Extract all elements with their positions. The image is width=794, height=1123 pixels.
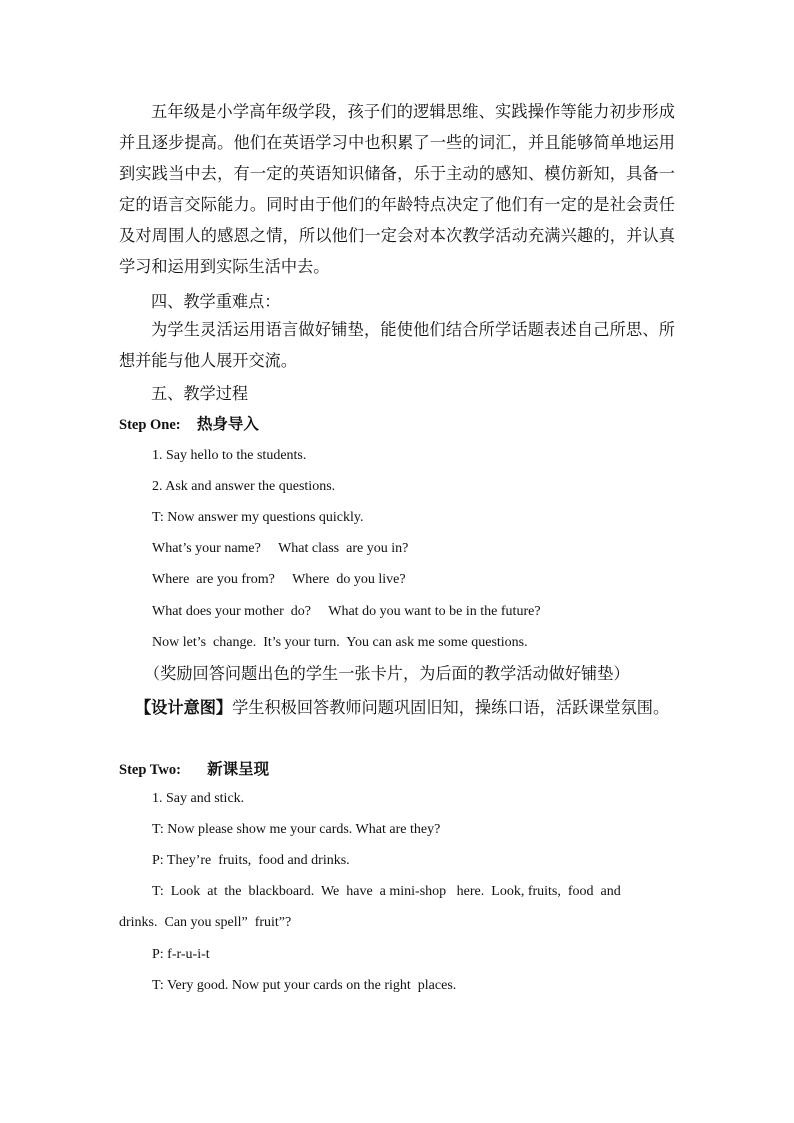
step-one-title: 热身导入 — [196, 415, 259, 433]
design-intent-text: 学生积极回答教师问题巩固旧知，操练口语，活跃课堂氛围。 — [232, 698, 670, 717]
step-one-line: 1. Say hello to the students. — [152, 448, 307, 463]
step-one-line: T: Now answer my questions quickly. — [152, 510, 364, 525]
section-4-heading: 四、教学重难点： — [151, 292, 281, 311]
step-one-label: Step One: — [119, 417, 181, 433]
step-two-line: 1. Say and stick. — [152, 791, 245, 806]
step-one-line: Now let’s change. It’s your turn. You can ask me some questions. — [152, 635, 528, 650]
step-two-label: Step Two: — [119, 762, 181, 778]
step-two-header — [119, 757, 269, 782]
step-two-title: 新课呈现 — [207, 760, 270, 778]
step-two-line: T: Very good. Now put your cards on the right places. — [152, 978, 457, 993]
step-two-line: P: f-r-u-i-t — [152, 947, 210, 962]
step-one-line: 2. Ask and answer the questions. — [152, 479, 336, 494]
step-one-header — [119, 412, 259, 437]
step-one-line: What’s your name? What class are you in? — [152, 541, 409, 556]
step-one-line: Where are you from? Where do you live? — [152, 572, 406, 587]
design-intent-label: 【设计意图】 — [135, 698, 233, 717]
reward-note: （奖励回答问题出色的学生一张卡片，为后面的教学活动做好铺垫） — [144, 664, 630, 683]
step-two-line: P: They’re fruits, food and drinks. — [152, 853, 350, 868]
step-two-line: drinks. Can you spell” fruit”? — [119, 915, 292, 930]
step-two-line: T: Now please show me your cards. What are they? — [152, 822, 441, 837]
step-two-line: T: Look at the blackboard. We have a mini-shop here. Look, fruits, food and — [152, 884, 621, 899]
step-one-line: What does your mother do? What do you want to be in the future? — [152, 604, 541, 619]
student-analysis-paragraph: 五年级是小学高年级学段，孩子们的逻辑思维、实践操作等能力初步形成并且逐步提高。他们在英语学习中也积累了一些的词汇，并且能够简单地运用到实践当中去，有一定的英语知识储备，乐于主动的感知、模仿新知，具备一定的语言交际能力。同时由于他们的年龄特点决定了他们有一定的是社会责任及对周围人的感恩之情，所以他们一定会对本次教学活动充满兴趣的，并认真学习和运用到实际生活中去。 — [119, 102, 675, 276]
section-5-heading: 五、教学过程 — [151, 384, 249, 403]
design-intent-paragraph — [119, 692, 675, 723]
section-4-paragraph: 为学生灵活运用语言做好铺垫，能使他们结合所学话题表述自己所思、所想并能与他人展开交流。 — [119, 320, 675, 370]
